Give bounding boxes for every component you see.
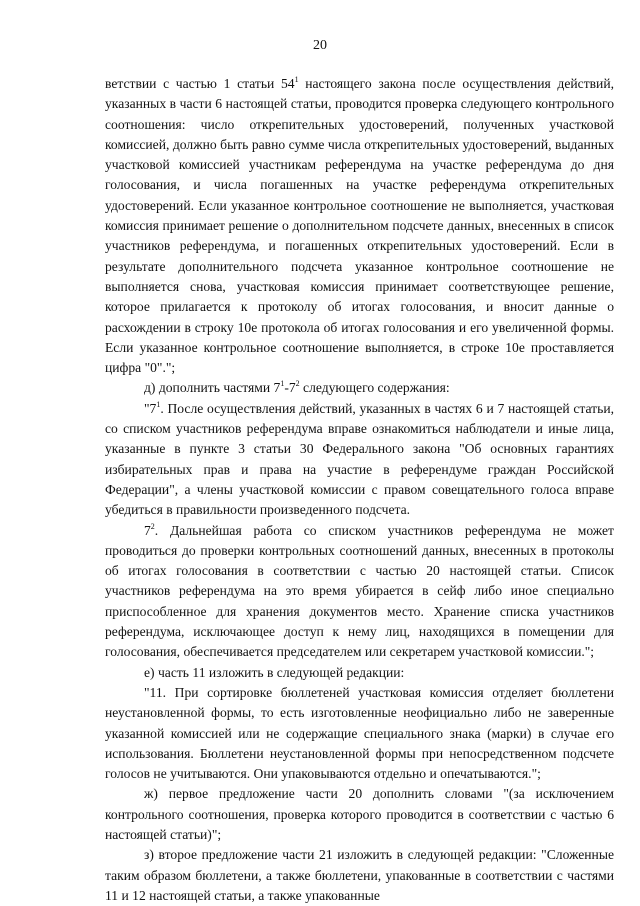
paragraph [105, 378, 614, 398]
superscript: 1 [294, 75, 299, 84]
paragraph [105, 521, 614, 663]
paragraph-text: ж) первое предложение части 20 дополнить словами "(за исключением контрольного соотношения, проверка которого проводится в соответствии с частью 6 настоящей статьи)"; [105, 786, 614, 842]
superscript: 1 [280, 379, 285, 389]
paragraph [105, 845, 614, 906]
paragraph-text: д) дополнить частями 7 [144, 380, 281, 396]
superscript: 2 [150, 521, 155, 531]
paragraph [105, 663, 614, 683]
paragraph-text: ветствии с частью 1 статьи 54 [105, 76, 295, 91]
document-body [105, 74, 614, 906]
superscript: 2 [295, 379, 300, 389]
paragraph-text: з) второе предложение части 21 изложить в следующей редакции: "Сложенные таким образом бюллетени, а также бюллетени, упакованные в соответствии с частями 11 и 12 настоящей статьи, а также упакованные [105, 847, 614, 903]
superscript: 1 [156, 399, 161, 409]
paragraph-text: "11. При сортировке бюллетеней участковая комиссия отделяет бюллетени неустановленной формы, то есть изготовленные неофициально либо не заверенные указанной комиссией или не содержащие специального знака (марки) в случае его использования. Бюллетени неустановленной формы при непосредственном подсчете голосов не учитываются. Они упаковываются отдельно и опечатываются."; [105, 684, 614, 782]
paragraph-text: 7 [144, 522, 151, 538]
paragraph-text: е) часть 11 изложить в следующей редакции: [144, 664, 405, 680]
paragraph-text: "7 [144, 400, 157, 416]
page-number: 20 [313, 38, 327, 53]
paragraph [105, 784, 614, 845]
paragraph [105, 74, 614, 378]
paragraph-text: настоящего закона после осуществления действий, указанных в части 6 настоящей статьи, проводится проверка следующего контрольного соотношения: число открепительных удостоверений, полученных участковой комиссией, должно быть равно сумме числа открепительных удостоверений, выданных участковой комиссией участникам референдума на участке референдума до дня голосования, и числа погашенных на участке референдума открепительных удостоверений. Если указанное контрольное соотношение не выполняется, участковая комиссия принимает решение о дополнительном подсчете данных, внесенных в список участников референдума, и погашенных открепительных удостоверений. Если в результате дополнительного подсчета указанное контрольное соотношение не выполняется снова, участковая комиссия принимает соответствующее решение, которое прилагается к протоколу об итогах голосования, и вносит данные о расхождении в строку 10е протокола об итогах голосования и его увеличенной формы. Если указанное контрольное соотношение выполняется, в строке 10е проставляется цифра "0"."; [105, 76, 614, 376]
paragraph-text: следующего содержания: [299, 380, 450, 396]
paragraph [105, 399, 614, 521]
paragraph-text: . Дальнейшая работа со списком участников референдума не может проводиться до проверки контрольных соотношений данных, внесенных в протоколы об итогах голосования в соответствии с частью 20 настоящей статьи. Список участников референдума на это время убирается в сейф либо иное специально приспособленное для хранения документов место. Хранение списка участников референдума, исключающее доступ к нему лиц, находящихся в помещении для голосования, обеспечивается председателем или секретарем участковой комиссии."; [105, 522, 614, 660]
paragraph-text: . После осуществления действий, указанных в частях 6 и 7 настоящей статьи, со списком участников референдума вправе ознакомиться наблюдатели и иные лица, указанные в пункте 3 статьи 30 Федерального закона "Об основных гарантиях избирательных прав и права на участие в референдуме граждан Российской Федерации", а члены участковой комиссии с правом совещательного голоса вправе убедиться в правильности произведенного подсчета. [105, 400, 614, 518]
paragraph [105, 683, 614, 784]
paragraph-text: -7 [284, 380, 296, 396]
